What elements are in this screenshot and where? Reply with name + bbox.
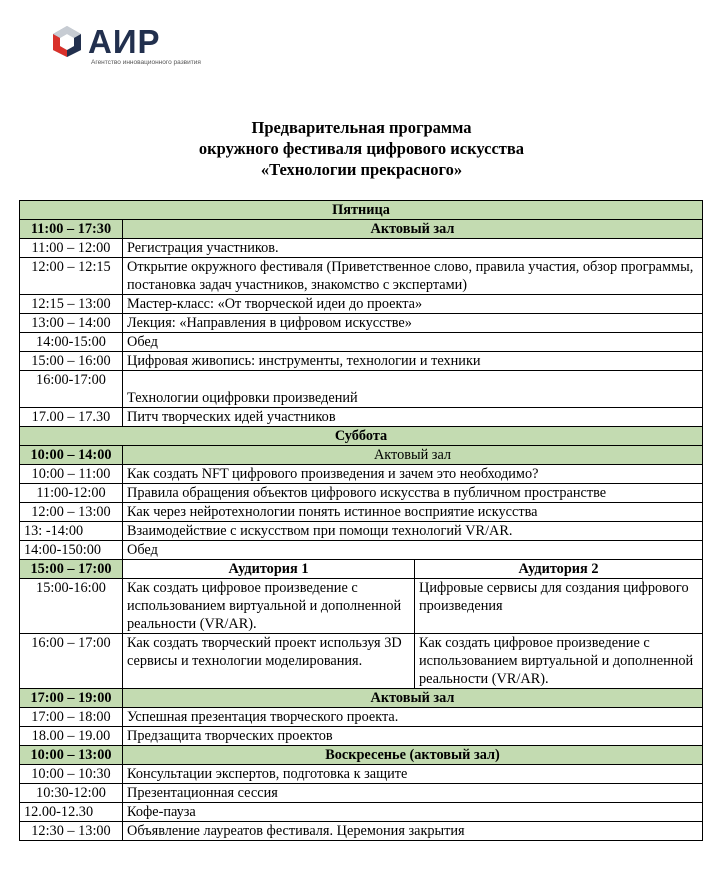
row-time: 13:00 – 14:00	[20, 314, 123, 333]
day-header-friday	[20, 201, 703, 220]
row-text: Консультации экспертов, подготовка к защите	[123, 765, 703, 784]
auditorium-1-text: Как создать цифровое произведение с использованием виртуальной и дополненной реальности (VR/AR).	[123, 579, 415, 634]
row-text: Взаимодействие с искусством при помощи технологий VR/AR.	[123, 522, 703, 541]
day-label: Суббота	[20, 427, 703, 446]
block-time: 15:00 – 17:00	[20, 560, 123, 579]
row-time: 17.00 – 17.30	[20, 408, 123, 427]
row-text: Питч творческих идей участников	[123, 408, 703, 427]
block-time: 17:00 – 19:00	[20, 689, 123, 708]
row-text: Мастер-класс: «От творческой идеи до проекта»	[123, 295, 703, 314]
table-row	[20, 708, 703, 727]
row-time: 12:30 – 13:00	[20, 822, 123, 841]
row-text: Предзащита творческих проектов	[123, 727, 703, 746]
auditorium-2-text: Как создать цифровое произведение с использованием виртуальной и дополненной реальности (VR/AR).	[415, 634, 703, 689]
table-row	[20, 295, 703, 314]
hall-label: Актовый зал	[123, 446, 703, 465]
hall-row	[20, 446, 703, 465]
logo-subtitle: Агентство инновационного развития	[91, 59, 201, 66]
row-time: 15:00 – 16:00	[20, 352, 123, 371]
auditorium-1-text: Как создать творческий проект используя 3D сервисы и технологии моделирования.	[123, 634, 415, 689]
table-row	[20, 822, 703, 841]
hall-row	[20, 220, 703, 239]
row-text: Как создать NFT цифрового произведения и зачем это необходимо?	[123, 465, 703, 484]
row-time: 16:00 – 17:00	[20, 634, 123, 689]
program-table	[19, 200, 703, 841]
row-time: 12:00 – 12:15	[20, 258, 123, 295]
day-header-sunday	[20, 746, 703, 765]
table-row	[20, 484, 703, 503]
table-row	[20, 522, 703, 541]
row-time: 13: -14:00	[20, 522, 123, 541]
row-time: 15:00-16:00	[20, 579, 123, 634]
row-time: 12.00-12.30	[20, 803, 123, 822]
table-row	[20, 765, 703, 784]
block-time: 10:00 – 13:00	[20, 746, 123, 765]
row-text: Технологии оцифровки произведений	[127, 390, 358, 406]
table-row	[20, 465, 703, 484]
row-time: 12:15 – 13:00	[20, 295, 123, 314]
table-row	[20, 258, 703, 295]
row-text: Успешная презентация творческого проекта.	[123, 708, 703, 727]
row-time: 10:00 – 10:30	[20, 765, 123, 784]
table-row	[20, 579, 703, 634]
row-time: 14:00-150:00	[20, 541, 123, 560]
table-row	[20, 314, 703, 333]
row-text: Кофе-пауза	[123, 803, 703, 822]
row-text: Как через нейротехнологии понять истинное восприятие искусства	[123, 503, 703, 522]
air-logo-icon	[50, 24, 84, 58]
block-time: 11:00 – 17:30	[20, 220, 123, 239]
table-row	[20, 503, 703, 522]
table-row	[20, 541, 703, 560]
table-row	[20, 239, 703, 258]
table-row	[20, 727, 703, 746]
document-title	[0, 117, 723, 180]
day-label: Воскресенье (актовый зал)	[123, 746, 703, 765]
auditorium-2-text: Цифровые сервисы для создания цифрового произведения	[415, 579, 703, 634]
table-row	[20, 408, 703, 427]
auditorium-2-label: Аудитория 2	[415, 560, 703, 579]
row-time: 12:00 – 13:00	[20, 503, 123, 522]
row-time: 11:00 – 12:00	[20, 239, 123, 258]
table-row	[20, 803, 703, 822]
block-time: 10:00 – 14:00	[20, 446, 123, 465]
air-logo	[50, 20, 201, 75]
row-text: Лекция: «Направления в цифровом искусстве»	[123, 314, 703, 333]
auditorium-1-label: Аудитория 1	[123, 560, 415, 579]
table-row	[20, 784, 703, 803]
hall-label: Актовый зал	[123, 689, 703, 708]
row-text-cell	[123, 371, 703, 408]
row-time: 18.00 – 19.00	[20, 727, 123, 746]
table-row	[20, 352, 703, 371]
title-line-1: Предварительная программа	[251, 118, 472, 137]
day-header-saturday	[20, 427, 703, 446]
hall-label: Актовый зал	[123, 220, 703, 239]
row-text: Регистрация участников.	[123, 239, 703, 258]
logo-text: АИР	[88, 23, 161, 60]
table-row	[20, 634, 703, 689]
day-label: Пятница	[20, 201, 703, 220]
row-time: 10:00 – 11:00	[20, 465, 123, 484]
row-time: 16:00-17:00	[20, 371, 123, 408]
row-text: Объявление лауреатов фестиваля. Церемония закрытия	[123, 822, 703, 841]
auditorium-header-row	[20, 560, 703, 579]
row-text: Обед	[123, 541, 703, 560]
row-text: Презентационная сессия	[123, 784, 703, 803]
title-line-3: «Технологии прекрасного»	[260, 160, 463, 179]
table-row	[20, 333, 703, 352]
row-text: Открытие окружного фестиваля (Приветственное слово, правила участия, обзор программы, постановка задач участников, знакомство с экспертами)	[123, 258, 703, 295]
row-time: 17:00 – 18:00	[20, 708, 123, 727]
row-text: Цифровая живопись: инструменты, технологии и техники	[123, 352, 703, 371]
table-row	[20, 371, 703, 408]
row-time: 10:30-12:00	[20, 784, 123, 803]
row-text: Обед	[123, 333, 703, 352]
row-time: 14:00-15:00	[20, 333, 123, 352]
row-time: 11:00-12:00	[20, 484, 123, 503]
title-line-2: окружного фестиваля цифрового искусства	[198, 139, 525, 158]
hall-row	[20, 689, 703, 708]
row-text: Правила обращения объектов цифрового искусства в публичном пространстве	[123, 484, 703, 503]
